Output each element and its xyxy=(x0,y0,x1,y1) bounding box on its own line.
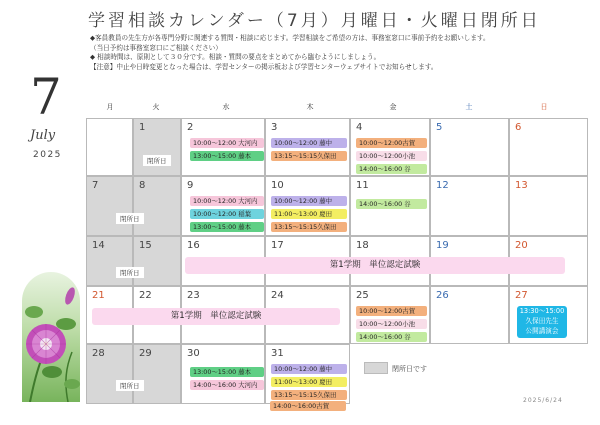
event-slot[interactable]: 13:00～15:00 藤本 xyxy=(190,151,264,161)
day-cell-4[interactable] xyxy=(350,118,430,176)
event-slot[interactable]: 13:00～15:00 藤本 xyxy=(190,367,264,377)
day-cell-2[interactable] xyxy=(181,118,265,176)
weekday-tue: 火 xyxy=(152,103,160,111)
event-slot[interactable]: 13:15～15:15久保田 xyxy=(271,151,347,161)
day-cell-29[interactable] xyxy=(133,344,181,404)
exam-period-banner: 第1学期 単位認定試験 xyxy=(92,308,340,325)
month-number: 7 xyxy=(30,68,62,126)
event-title: 公開講演会 xyxy=(525,327,559,335)
page-title: 学習相談カレンダー（7月）月曜日・火曜日閉所日 xyxy=(88,11,541,31)
event-slot[interactable]: 13:15～15:15久保田 xyxy=(271,222,347,232)
day-number: 1 xyxy=(139,122,146,133)
event-time: 13:30～15:00 xyxy=(519,307,565,315)
day-number: 30 xyxy=(187,348,200,359)
day-number: 5 xyxy=(436,122,443,133)
note-line: ◆ 相談時間は、原則として３０分です。相談・質問の要点をまとめてから臨むようにしましょう。 xyxy=(90,53,381,62)
day-number: 26 xyxy=(436,290,449,301)
day-number: 18 xyxy=(356,240,369,251)
legend-closed-swatch xyxy=(364,362,388,374)
day-number: 4 xyxy=(356,122,363,133)
day-number: 11 xyxy=(356,180,369,191)
event-slot[interactable]: 13:00～15:00 藤本 xyxy=(190,222,264,232)
day-number: 31 xyxy=(271,348,284,359)
event-slot[interactable]: 10:00～12:00 藤中 xyxy=(271,196,347,206)
event-slot[interactable]: 13:15～15:15久保田 xyxy=(271,390,347,400)
weekday-sat: 土 xyxy=(465,103,473,111)
date-stamp: 2025/6/24 xyxy=(523,397,563,404)
weekday-fri: 金 xyxy=(389,103,397,111)
day-number: 27 xyxy=(515,290,528,301)
day-number: 15 xyxy=(139,240,152,251)
event-slot[interactable]: 10:00～12:00小池 xyxy=(356,151,427,161)
day-cell-7[interactable] xyxy=(86,176,133,236)
closed-day-label: 閉所日 xyxy=(116,213,144,224)
day-cell-11[interactable] xyxy=(350,176,430,236)
note-line: ◆客員教員の先生方が各専門分野に関連する質問・相談に応じます。学習相談をご希望の方は、事務室窓口に事前予約をお願いします。 xyxy=(90,34,490,42)
event-slot[interactable]: 10:00～12:00古賀 xyxy=(356,138,427,148)
weekday-wed: 水 xyxy=(222,103,230,111)
weekday-mon: 月 xyxy=(106,103,114,111)
event-slot[interactable]: 10:00～12:00 藤中 xyxy=(271,364,347,374)
event-slot[interactable]: 10:00～12:00 藤中 xyxy=(271,138,347,148)
day-cell-8[interactable] xyxy=(133,176,181,236)
event-slot[interactable]: 11:00～13:00 慶田 xyxy=(271,209,347,219)
day-number: 6 xyxy=(515,122,522,133)
event-slot[interactable]: 11:00～13:00 慶田 xyxy=(271,377,347,387)
day-cell-10[interactable] xyxy=(265,176,350,236)
event-slot[interactable]: 10:00～12:00古賀 xyxy=(356,306,427,316)
year: 2025 xyxy=(33,150,62,160)
day-number: 3 xyxy=(271,122,278,133)
legend-closed-text: 閉所日です xyxy=(392,365,427,373)
day-cell-25[interactable] xyxy=(350,286,430,344)
day-number: 23 xyxy=(187,290,200,301)
day-cell-27[interactable] xyxy=(509,286,588,344)
closed-day-label: 閉所日 xyxy=(116,267,144,278)
note-line: 【注意】中止や日時変更となった場合は、学習センターの掲示板および学習センターウェブサイトでお知らせします。 xyxy=(90,62,438,71)
day-number: 22 xyxy=(139,290,152,301)
day-number: 29 xyxy=(139,348,152,359)
day-number: 14 xyxy=(92,240,105,251)
month-name: July xyxy=(30,128,56,143)
day-cell-31[interactable] xyxy=(265,344,350,404)
day-number: 17 xyxy=(271,240,284,251)
day-number: 12 xyxy=(436,180,449,191)
event-slot[interactable]: 10:00～12:00 大河内 xyxy=(190,196,264,206)
event-slot[interactable]: 14:00～16:00 大河内 xyxy=(190,380,264,390)
event-slot[interactable]: 10:00～12:00小池 xyxy=(356,319,427,329)
closed-day-label: 閉所日 xyxy=(116,380,144,391)
day-cell-28[interactable] xyxy=(86,344,133,404)
event-slot[interactable]: 10:00～12:00 稲葉 xyxy=(190,209,264,219)
day-number: 7 xyxy=(92,180,99,191)
day-cell-13[interactable] xyxy=(509,176,588,236)
closed-day-label: 閉所日 xyxy=(143,155,171,166)
exam-period-banner: 第1学期 単位認定試験 xyxy=(185,257,565,274)
event-slot[interactable]: 14:00～16:00 谷 xyxy=(356,332,427,342)
event-slot[interactable]: 14:00～16:00 谷 xyxy=(356,164,427,174)
day-number: 13 xyxy=(515,180,528,191)
day-cell-empty xyxy=(86,118,133,176)
day-cell-5[interactable] xyxy=(430,118,509,176)
day-number: 25 xyxy=(356,290,369,301)
day-cell-26[interactable] xyxy=(430,286,509,344)
day-number: 8 xyxy=(139,180,146,191)
event-slot[interactable]: 14:00～16:00古賀 xyxy=(270,401,346,411)
morning-glory-illustration xyxy=(22,272,80,402)
day-cell-30[interactable] xyxy=(181,344,265,404)
day-number: 20 xyxy=(515,240,528,251)
day-cell-12[interactable] xyxy=(430,176,509,236)
day-number: 19 xyxy=(436,240,449,251)
public-lecture-event[interactable] xyxy=(517,306,567,338)
day-cell-1[interactable] xyxy=(133,118,181,176)
day-number: 28 xyxy=(92,348,105,359)
day-number: 9 xyxy=(187,180,194,191)
note-line: （当日予約は事務室窓口にご相談ください） xyxy=(90,43,222,52)
event-teacher: 久保田先生 xyxy=(525,317,559,325)
day-cell-3[interactable] xyxy=(265,118,350,176)
weekday-thu: 木 xyxy=(306,103,314,111)
flower-icon xyxy=(22,272,80,402)
weekday-sun: 日 xyxy=(540,103,548,111)
day-number: 21 xyxy=(92,290,105,301)
day-number: 10 xyxy=(271,180,284,191)
day-number: 16 xyxy=(187,240,200,251)
event-slot[interactable]: 14:00～16:00 谷 xyxy=(356,199,427,209)
event-slot[interactable]: 10:00～12:00 大河内 xyxy=(190,138,264,148)
day-cell-9[interactable] xyxy=(181,176,265,236)
day-number: 24 xyxy=(271,290,284,301)
notes xyxy=(90,34,590,72)
day-cell-6[interactable] xyxy=(509,118,588,176)
day-cell-15[interactable] xyxy=(133,236,181,286)
day-number: 2 xyxy=(187,122,194,133)
day-cell-14[interactable] xyxy=(86,236,133,286)
